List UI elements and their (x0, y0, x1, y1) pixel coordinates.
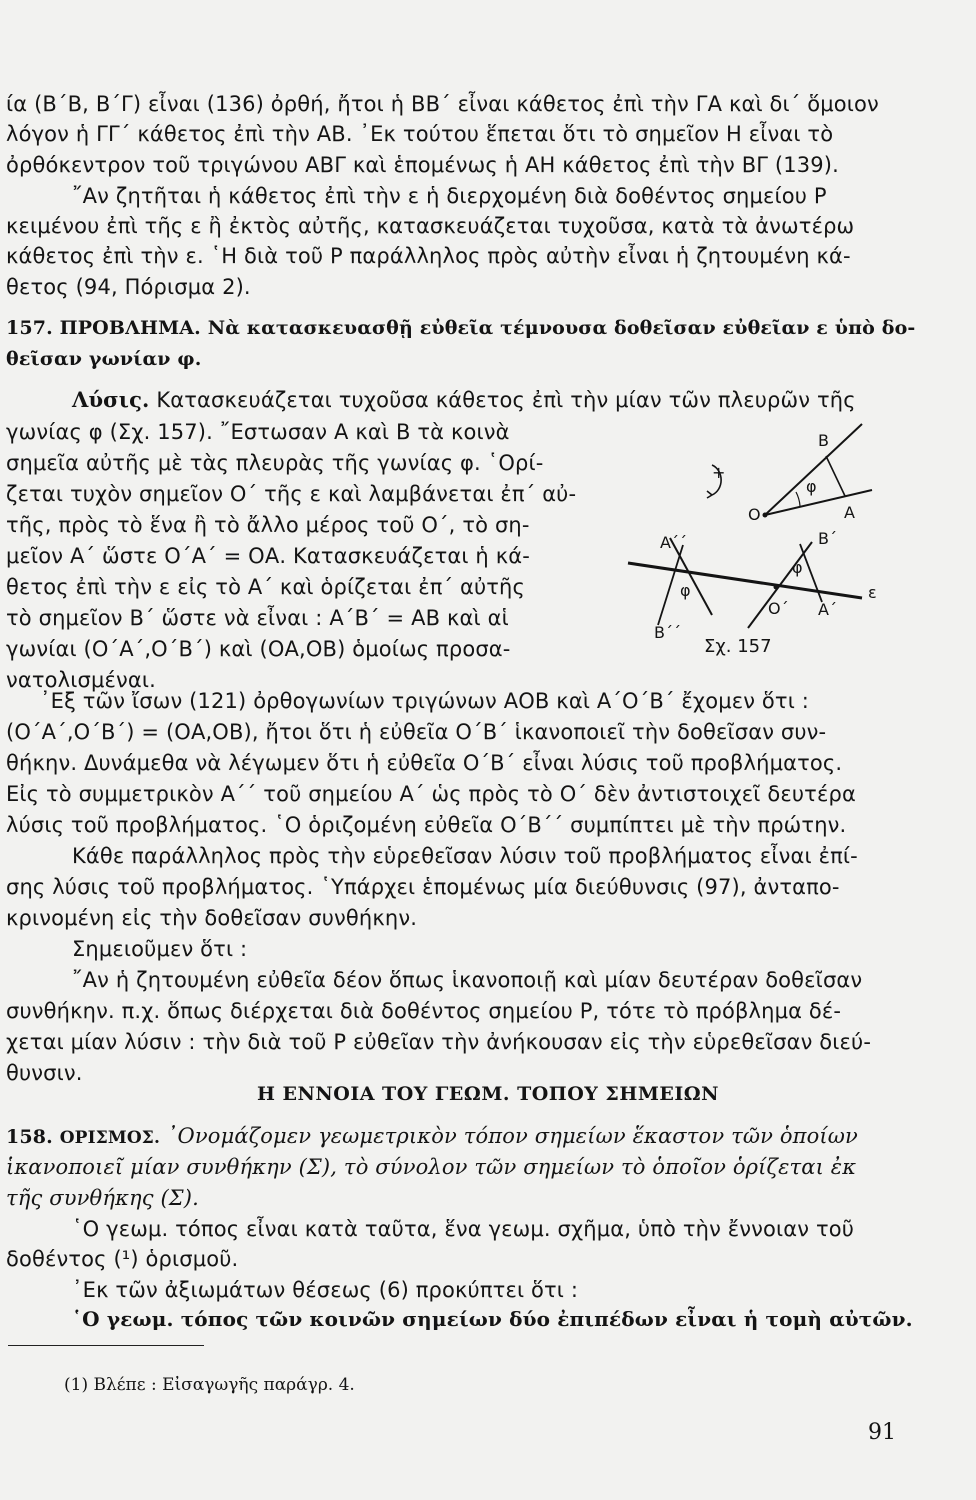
body-line: Κάθε παράλληλος πρὸς τὴν εὑρεθεῖσαν λύσιν τοῦ προβλήματος εἶναι ἐπί- (72, 844, 858, 868)
ray-OB (765, 424, 862, 515)
body-line: γωνίας φ (Σχ. 157). ῎Εστωσαν Α καὶ Β τὰ κοινὰ (6, 420, 510, 444)
label-O: Ο (748, 505, 761, 524)
page-number: 91 (868, 1420, 896, 1445)
problem-header (6, 314, 915, 342)
body-line: τὸ σημεῖον Β΄ ὥστε νὰ εἶναι : Α΄Β΄ = ΑΒ καὶ αἱ (6, 606, 509, 630)
point-O (763, 513, 768, 518)
line-epsilon (628, 563, 862, 598)
body-line: χεται μίαν λύσιν : τὴν διὰ τοῦ Ρ εὐθεῖαν τὴν ἀνήκουσαν εἰς τὴν εὑρεθεῖσαν διεύ- (6, 1030, 872, 1054)
body-line: θετος (94, Πόρισμα 2). (6, 275, 251, 299)
figure-caption: Σχ. 157 (704, 636, 772, 657)
label-A: Α (844, 503, 855, 522)
body-line: τῆς, πρὸς τὸ ἕνα ἢ τὸ ἄλλο μέρος τοῦ Ο΄, τὸ ση- (6, 513, 530, 537)
body-line: Σημειοῦμεν ὅτι : (72, 937, 248, 961)
body-line: θήκην. Δυνάμεθα νὰ λέγωμεν ὅτι ἡ εὐθεῖα Ο΄Β΄ εἶναι λύσις τοῦ προβλήματος. (6, 751, 843, 775)
body-line: ζεται τυχὸν σημεῖον Ο΄ τῆς ε καὶ λαμβάνεται ἐπ΄ αὐ- (6, 482, 577, 506)
segment-AB (826, 456, 845, 496)
body-line: ῎Αν ζητῆται ἡ κάθετος ἐπὶ τὴν ε ἡ διερχομένη διὰ δοθέντος σημείου Ρ (72, 184, 827, 208)
body-line: δοθέντος (¹) ὁρισμοῦ. (6, 1247, 239, 1271)
body-line: λόγον ἡ ΓΓ΄ κάθετος ἐπὶ τὴν ΑΒ. ᾿Εκ τούτου ἕπεται ὅτι τὸ σημεῖον Η εἶναι τὸ (6, 122, 834, 146)
section-heading: Η ΕΝΝΟΙΑ ΤΟΥ ΓΕΩΜ. ΤΟΠΟΥ ΣΗΜΕΙΩΝ (256, 1083, 720, 1105)
body-line: ὀρθόκεντρον τοῦ τριγώνου ΑΒΓ καὶ ἑπομένως ἡ ΑΗ κάθετος ἐπὶ τὴν ΒΓ (139). (6, 153, 839, 177)
point-O-prime (774, 585, 779, 590)
body-line: Εἰς τὸ συμμετρικὸν Α΄΄ τοῦ σημείου Α΄ ὡς πρὸς τὸ Ο΄ δὲν ἀντιστοιχεῖ δευτέρα (6, 782, 856, 806)
body-line: κρινομένη εἰς τὴν δοθεῖσαν συνθήκην. (6, 906, 418, 930)
label-B-double: Β΄΄ (654, 623, 681, 642)
label-A-prime: Α΄ (818, 600, 837, 619)
body-line: ᾿Εκ τῶν ἀξιωμάτων θέσεως (6) προκύπτει ὅτι : (72, 1278, 579, 1302)
label-B: Β (818, 431, 829, 450)
body-line: κειμένου ἐπὶ τῆς ε ἢ ἐκτὸς αὐτῆς, κατασκευάζεται τυχοῦσα, κατὰ τὰ ἀνωτέρω (6, 214, 855, 238)
definition-label: ΟΡΙΣΜΟΣ. (59, 1128, 161, 1148)
label-epsilon: ε (868, 583, 877, 602)
definition-line-1 (6, 1122, 858, 1152)
label-phi-lower-left: φ (680, 581, 691, 600)
label-plus: + (712, 463, 726, 482)
definition-line-3: τῆς συνθήκης (Σ). (6, 1186, 199, 1210)
body-line: θυνσιν. (6, 1061, 83, 1085)
label-O-prime: Ο΄ (768, 599, 789, 618)
problem-number: 157. (6, 317, 53, 339)
body-line: ῾Ο γεωμ. τόπος εἶναι κατὰ ταῦτα, ἕνα γεωμ. σχῆμα, ὑπὸ τὴν ἔννοιαν τοῦ (72, 1217, 855, 1241)
problem-label: ΠΡΟΒΛΗΜΑ. (59, 317, 201, 339)
ray-OA (765, 490, 872, 515)
arrow-head-icon (707, 491, 712, 498)
body-line: συνθήκην. π.χ. ὅπως διέρχεται διὰ δοθέντος σημείου Ρ, τότε τὸ πρόβλημα δέ- (6, 999, 842, 1023)
figure-157 (600, 420, 900, 660)
perp-at-Aprime (800, 544, 822, 602)
label-phi: φ (806, 477, 817, 496)
body-line: (Ο΄Α΄,Ο΄Β΄) = (ΟΑ,ΟΒ), ἤτοι ὅτι ἡ εὐθεῖα Ο΄Β΄ ἱκανοποιεῖ τὴν δοθεῖσαν συν- (6, 720, 827, 744)
label-A-double: Α΄΄ (660, 533, 687, 552)
label-phi-lower-right: φ (792, 558, 803, 577)
problem-statement: Νὰ κατασκευασθῇ εὐθεῖα τέμνουσα δοθεῖσαν εὐθεῖαν ε ὑπὸ δο- (207, 317, 916, 339)
definition-line-2: ἱκανοποιεῖ μίαν συνθήκην (Σ), τὸ σύνολον τῶν σημείων τὸ ὁποῖον ὁρίζεται ἐκ (6, 1155, 857, 1179)
footnote: (1) Βλέπε : Εἰσαγωγῆς παράγρ. 4. (64, 1375, 355, 1395)
solution-text: Κατασκευάζεται τυχοῦσα κάθετος ἐπὶ τὴν μίαν τῶν πλευρῶν τῆς (156, 388, 856, 412)
solution-first-line (72, 386, 856, 414)
body-line: σης λύσις τοῦ προβλήματος. ῾Υπάρχει ἑπομένως μία διεύθυνσις (97), ἀνταπο- (6, 875, 840, 899)
definition-number: 158. (6, 1126, 53, 1148)
solution-label: Λύσις. (72, 387, 150, 412)
body-line: θετος ἐπὶ τὴν ε εἰς τὸ Α΄ καὶ ὁρίζεται ἐπ΄ αὐτῆς (6, 575, 525, 599)
body-line: λύσις τοῦ προβλήματος. ῾Ο ὁριζομένη εὐθεῖα Ο΄Β΄΄ συμπίπτει μὲ τὴν πρώτην. (6, 813, 847, 837)
angle-arc-phi (796, 492, 800, 506)
problem-statement-cont: θεῖσαν γωνίαν φ. (6, 348, 202, 370)
body-line: γωνίαι (Ο΄Α΄,Ο΄Β΄) καὶ (ΟΑ,ΟΒ) ὁμοίως προσα- (6, 637, 511, 661)
body-line: νατολισμέναι. (6, 668, 156, 692)
label-B-prime: Β΄ (818, 529, 837, 548)
body-line: ᾿Εξ τῶν ἴσων (121) ὀρθογωνίων τριγώνων ΑΟΒ καὶ Α΄Ο΄Β΄ ἔχομεν ὅτι : (40, 689, 810, 713)
theorem: ῾Ο γεωμ. τόπος τῶν κοινῶν σημείων δύο ἐπιπέδων εἶναι ἡ τομὴ αὐτῶν. (72, 1307, 913, 1331)
body-line: ία (Β΄Β, Β΄Γ) εἶναι (136) ὀρθή, ἤτοι ἡ ΒΒ΄ εἶναι κάθετος ἐπὶ τὴν ΓΑ καὶ δι΄ ὅμοιον (6, 92, 879, 116)
footnote-rule (8, 1345, 204, 1346)
body-line: κάθετος ἐπὶ τὴν ε. ῾Η διὰ τοῦ Ρ παράλληλος πρὸς αὐτὴν εἶναι ἡ ζητουμένη κά- (6, 244, 851, 268)
definition-text: ᾿Ονομάζομεν γεωμετρικὸν τόπον σημείων ἕκαστον τῶν ὁποίων (166, 1124, 858, 1148)
body-line: ῎Αν ἡ ζητουμένη εὐθεῖα δέον ὅπως ἱκανοποιῇ καὶ μίαν δευτέραν δοθεῖσαν (72, 968, 863, 992)
body-line: μεῖον Α΄ ὥστε Ο΄Α΄ = ΟΑ. Κατασκευάζεται ἡ κά- (6, 544, 530, 568)
body-line: σημεῖα αὐτῆς μὲ τὰς πλευρὰς τῆς γωνίας φ. ῾Ορί- (6, 451, 544, 475)
